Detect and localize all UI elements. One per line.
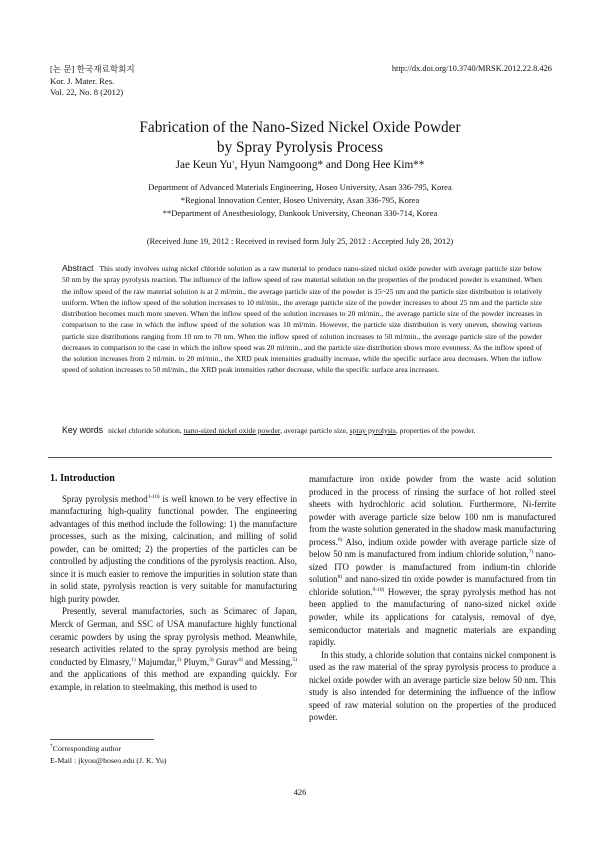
text-run: and Messing,: [242, 656, 293, 667]
text-run: Gurav: [213, 656, 239, 667]
author-separator: and: [323, 159, 345, 171]
text-run: Presently, several manufactories, such as Scimarec of Japan, Merck of German, and SSC of USA manufacture highly functional ceramic powders by using the spray pyrolysis method. Meanwhile, research activities related to the spray pyrolysis method are being conducted by Elmasry,: [50, 606, 297, 667]
keyword-underlined: spray pyrolysis: [349, 426, 396, 435]
journal-volume: Vol. 22, No. 8 (2012): [50, 87, 124, 97]
paragraph: [50, 493, 297, 606]
keyword-underlined: nano-sized nickel oxide powder: [183, 426, 281, 435]
page-number: 426: [293, 788, 307, 797]
text-run: However, the spray pyrolysis method has not been applied to the manufacturing of nano-sized nickel oxide powder, while its applications for catalysis, removal of dye, semiconductor materials and magnetic materials are expanding rapidly.: [309, 586, 556, 648]
affiliation-2: *Regional Innovation Center, Hoseo University, Asan 336-795, Korea: [180, 195, 420, 205]
keyword-text: , average particle size,: [280, 426, 350, 435]
keyword-text: , properties of the powder.: [395, 426, 476, 435]
citation: 8): [337, 574, 343, 581]
left-column: [50, 473, 297, 693]
journal-info: [50, 64, 135, 99]
text-run: and the applications of this method are expanding quickly. For example, in relation to steelmaking, this method is used to: [50, 669, 297, 692]
citation: 1-10): [147, 493, 160, 500]
author-email: E-Mail : jkyou@hoseo.edu (J. K. Yu): [50, 755, 167, 765]
author-separator: ,: [234, 159, 241, 171]
affiliations: [0, 181, 600, 220]
text-run: nano-sized ITO powder is manufactured from indium-tin chloride solution: [309, 549, 556, 585]
text-run: Pluym,: [181, 656, 210, 667]
text-run: manufacture iron oxide powder from the waste acid solution produced in the process of rinsing the surface of hot rolled steel sheets with hydrochloric acid solution. Furthermore, Ni-ferrite powder with average particle size below 100 nm is manufactured from the waste solution generated in the shadow mask manufacturing process.: [309, 474, 556, 547]
citation: 6): [337, 536, 343, 543]
text-run: Spray pyrolysis method: [62, 493, 148, 504]
corresponding-mark: †: [231, 160, 235, 166]
corresponding-author-note: [50, 743, 166, 755]
paragraph: [50, 605, 297, 693]
citation: 1): [131, 656, 136, 663]
citation: 3): [209, 656, 214, 663]
citation: 5): [292, 656, 297, 663]
keywords: [62, 425, 542, 436]
citation: 2): [176, 656, 182, 663]
citation: 4): [238, 656, 243, 663]
footnote-divider: [50, 739, 154, 740]
author-list: [0, 159, 600, 171]
section-heading: 1. Introduction: [50, 473, 115, 484]
right-column: [309, 473, 556, 724]
text-run: is well known to be very effective in manufacturing high-quality functional powder. The engineering advantages of this method include the following: 1) the manufacture processes, such as the mixing, calcination, and milling of solid powder, can be omitted; 2) the properties of the particles can be controlled by adjusting the conditions of the pyrolysis reaction. Also, since it is much easier to remove the impurities in solution state than in solid state, pyrolysis reaction is very suitable for manufacturing high purity powder.: [50, 493, 298, 604]
author-3: Dong Hee Kim**: [344, 159, 425, 171]
keyword-text: nickel chloride solution,: [108, 426, 184, 435]
journal-korean-name: [논 문] 한국재료학회지: [50, 64, 135, 74]
footnote: [50, 743, 166, 767]
doi-link[interactable]: http://dx.doi.org/10.3740/MRSK.2012.22.8.426: [391, 64, 552, 73]
received-dates: (Received June 19, 2012 : Received in revised form July 25, 2012 : Accepted July 28, 2012): [146, 237, 454, 246]
journal-abbreviation: Kor. J. Mater. Res.: [50, 75, 115, 86]
paragraph: [309, 473, 556, 649]
title-line-1: Fabrication of the Nano-Sized Nickel Oxide Powder: [139, 119, 461, 136]
author-2: Hyun Namgoong*: [240, 159, 324, 171]
title-line-2: by Spray Pyrolysis Process: [216, 139, 384, 156]
corresponding-label: Corresponding author: [52, 744, 121, 753]
affiliation-1: Department of Advanced Materials Engineering, Hoseo University, Asan 336-795, Korea: [148, 182, 452, 192]
abstract: [62, 263, 542, 376]
corresponding-mark: †: [50, 743, 53, 749]
paragraph: In this study, a chloride solution that contains nickel component is used as the raw material of the spray pyrolysis process to produce a nickel oxide powder with an average particle size below 50 nm. This study is also intended for determining the influence of the inflow speed of raw material solution on the properties of the produced powder.: [309, 649, 556, 723]
section-divider: [48, 457, 552, 458]
citation: 9-10): [372, 586, 385, 593]
citation: 7): [528, 549, 534, 556]
text-run: Also, indium oxide powder with average particle size of below 50 nm is manufactured from indium chloride solution,: [309, 536, 556, 560]
text-run: Majumdar,: [135, 656, 177, 667]
abstract-text: This study involves using nickel chloride solution as a raw material to produce nano-sized nickel oxide powder with average particle size below 50 nm by the spray pyrolysis reaction. The influence of the inflow speed of raw material solution on the properties of the produced powder is examined. When the inflow speed of the raw material solution is at 2 ml/min., the average particle size of the powder is 15~25 nm and the particle size distribution is relatively uniform. When the inflow speed of the solution increases to 10 ml/min., the average particle size of the powder increases to about 25 nm and the particle size distribution becomes much more uneven. When the inflow speed of the solution increases to 20 ml/min., the average particle size of the powder increases in comparison to the case in which the inflow speed of the solution was 10 ml/min. However, the particle size distribution is very uneven, showing various particle size distributions ranging from 10 nm to 70 nm. When the inflow speed of solution increases to 50 ml/min., the average particle size of the powder decreases in comparison to the case in which the inflow speed was 20 ml/min., and the particle size distribution shows more evenness. As the inflow speed of the solution increases from 2 ml/min. to 20 ml/min., the XRD peak intensities gradually increase, while the specific surface area decreases. When the inflow speed of solution increases to 50 ml/min., the XRD peak intensities rather decrease, while the specific surface area increases.: [62, 264, 542, 375]
abstract-label: Abstract: [62, 263, 94, 273]
affiliation-3: **Department of Anesthesiology, Dankook University, Cheonan 330-714, Korea: [162, 208, 438, 218]
author-1: Jae Keun Yu: [175, 159, 232, 171]
text-run: and nano-sized tin oxide powder is manufactured from tin chloride solution.: [309, 574, 556, 597]
keywords-label: Key words: [62, 425, 104, 435]
paper-title: [0, 118, 600, 158]
